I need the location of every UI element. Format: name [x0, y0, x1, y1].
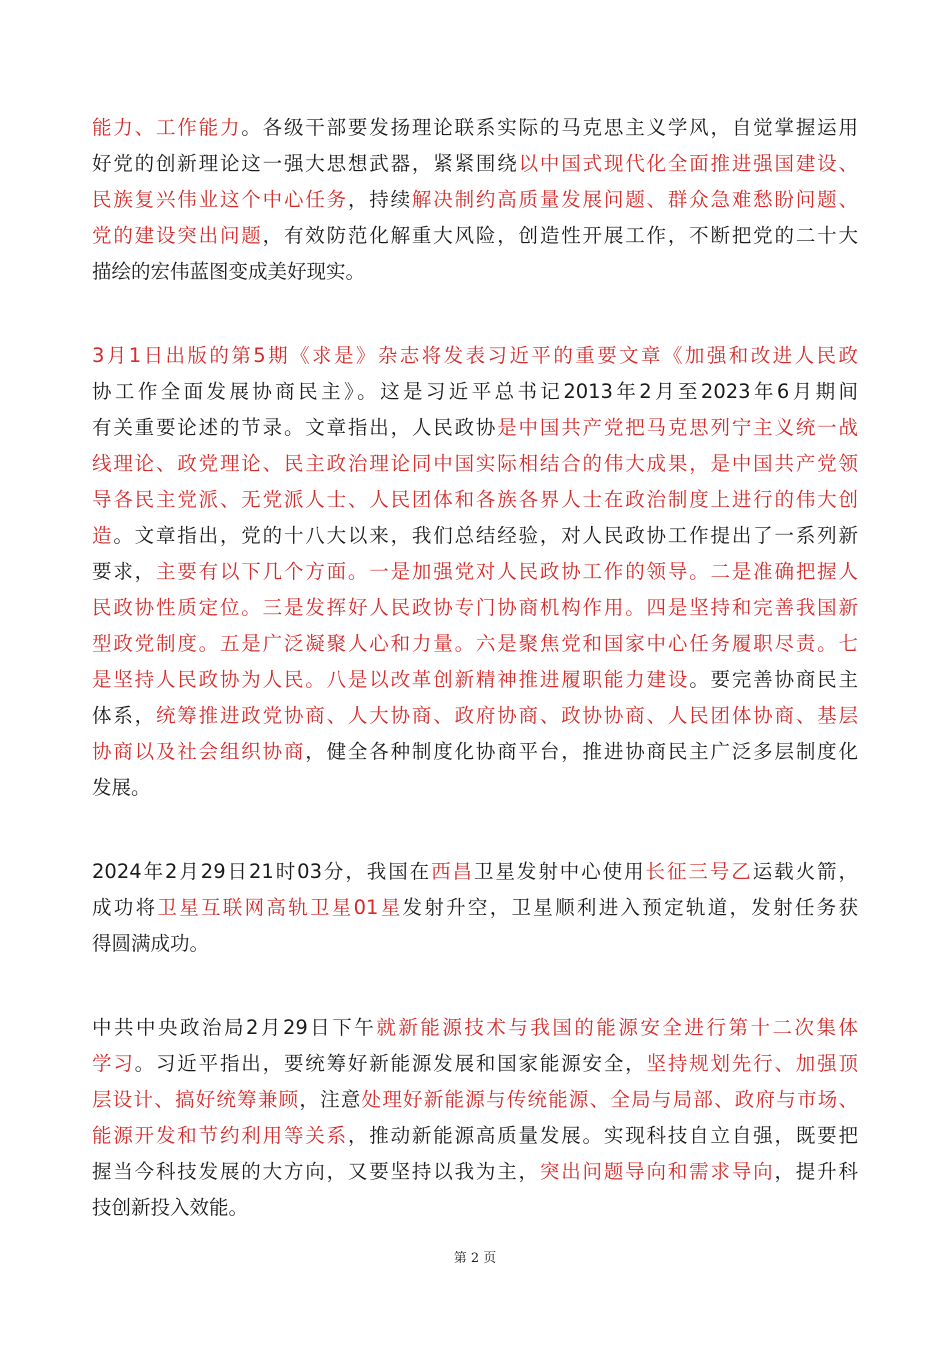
highlighted-text: 民族复兴伟业这个中心任务 [92, 188, 348, 211]
highlighted-text: 是坚持人民政协为人民。八是以改革创新精神推进履职能力建设 [92, 668, 690, 691]
highlighted-text: 协商以及社会组织协商 [92, 740, 306, 763]
text-line [92, 182, 858, 218]
text-line [92, 518, 858, 554]
highlighted-text: 西昌 [431, 860, 474, 883]
highlighted-text: 就新能源技术与我国的能源安全进行第十二次集体 [376, 1016, 858, 1039]
highlighted-text: 以中国式现代化全面推进强国建设、 [518, 152, 858, 175]
body-text: ，注意 [299, 1088, 362, 1111]
body-text: 发射升空，卫星顺利进入预定轨道，发射任务获 [402, 896, 858, 919]
text-line [92, 146, 858, 182]
body-text: 要求， [92, 560, 156, 583]
body-text: ，有效防范化解重大风险，创造性开展工作，不断把党的二十大 [262, 224, 858, 247]
text-line [92, 110, 858, 146]
text-line [92, 218, 858, 254]
page-number-footer: 第 2 页 [453, 1251, 497, 1266]
highlighted-text: 造 [92, 524, 114, 547]
paragraph-satellite-launch [92, 854, 858, 962]
text-line [92, 1190, 858, 1226]
text-line [92, 446, 858, 482]
highlighted-text: 线理论、政党理论、民主政治理论同中国实际相结合的伟大成果，是中国共产党领 [92, 452, 858, 475]
highlighted-text: 党的建设突出问题 [92, 224, 263, 247]
highlighted-text: 导各民主党派、无党派人士、人民团体和各族各界人士在政治制度上进行的伟大创 [92, 488, 858, 511]
text-line [92, 338, 858, 374]
body-text: 卫星发射中心使用 [474, 860, 646, 883]
body-text: 体系， [92, 704, 156, 727]
body-text: 发展。 [92, 776, 151, 799]
body-text: 有关重要论述的节录。文章指出，人民政协 [92, 416, 498, 439]
body-text: 2024年2月29日21时03分，我国在 [92, 860, 432, 883]
text-line [92, 1154, 858, 1190]
text-line [92, 1082, 858, 1118]
highlighted-text: 坚持规划先行、加强顶 [646, 1052, 858, 1075]
body-text: 。习近平指出，要统筹好新能源发展和国家能源安全， [134, 1052, 647, 1075]
body-text: ，推动新能源高质量发展。实现科技自立自强，既要把 [347, 1124, 858, 1147]
text-line [92, 482, 858, 518]
body-text: 。各级干部要发扬理论联系实际的马克思主义学风，自觉掌握运用 [241, 116, 858, 139]
highlighted-text: 长征三号乙 [645, 860, 753, 883]
body-text: ，提升科 [774, 1160, 858, 1183]
body-text: 好党的创新理论这一强大思想武器，紧紧围绕 [92, 152, 519, 175]
text-line [92, 926, 858, 962]
text-line [92, 698, 858, 734]
text-line [92, 410, 858, 446]
text-line [92, 554, 858, 590]
text-line [92, 770, 858, 806]
highlighted-text: 能源开发和节约利用等关系 [92, 1124, 348, 1147]
highlighted-text: 卫星互联网高轨卫星01星 [157, 896, 403, 919]
text-line [92, 734, 858, 770]
text-line [92, 590, 858, 626]
highlighted-text: 型政党制度。五是广泛凝聚人心和力量。六是聚焦党和国家中心任务履职尽责。七 [92, 632, 858, 655]
body-text: 成功将 [92, 896, 158, 919]
body-text: 握当今科技发展的大方向，又要坚持以我为主， [92, 1160, 540, 1183]
body-text: 运载火箭， [752, 860, 858, 883]
body-text: 。文章指出，党的十八大以来，我们总结经验，对人民政协工作提出了一系列新 [113, 524, 858, 547]
text-line [92, 1010, 858, 1046]
body-text: 中共中央政治局2月29日下午 [92, 1016, 377, 1039]
highlighted-text: 主要有以下几个方面。一是加强党对人民政协工作的领导。二是准确把握人 [155, 560, 858, 583]
body-text: 描绘的宏伟蓝图变成美好现实。 [92, 260, 366, 283]
body-text: 协工作全面发展协商民主》。这是习近平总书记2013年2月至2023年6月期间 [92, 380, 858, 403]
highlighted-text: 是中国共产党把马克思列宁主义统一战 [497, 416, 858, 439]
text-line [92, 1118, 858, 1154]
body-text: 。要完善协商民主 [689, 668, 858, 691]
text-line [92, 854, 858, 890]
highlighted-text: 层设计、搞好统筹兼顾 [92, 1088, 300, 1111]
body-text: ，持续 [347, 188, 412, 211]
highlighted-text: 统筹推进政党协商、人大协商、政府协商、政协协商、人民团体协商、基层 [155, 704, 858, 727]
body-text: 技创新投入效能。 [92, 1196, 249, 1219]
text-line [92, 374, 858, 410]
highlighted-text: 民政协性质定位。三是发挥好人民政协专门协商机构作用。四是坚持和完善我国新 [92, 596, 858, 619]
paragraph-qiushi-article [92, 338, 858, 806]
highlighted-text: 能力、工作能力 [92, 116, 242, 139]
paragraph-cadre-study [92, 110, 858, 290]
highlighted-text: 学习 [92, 1052, 135, 1075]
text-line [92, 626, 858, 662]
highlighted-text: 3月1日出版的第5期《求是》杂志将发表习近平的重要文章《加强和改进人民政 [92, 344, 858, 367]
text-line [92, 890, 858, 926]
highlighted-text: 处理好新能源与传统能源、全局与局部、政府与市场、 [361, 1088, 858, 1111]
highlighted-text: 解决制约高质量发展问题、群众急难愁盼问题、 [411, 188, 858, 211]
highlighted-text: 突出问题导向和需求导向 [539, 1160, 775, 1183]
paragraph-politburo-study [92, 1010, 858, 1226]
body-text: 得圆满成功。 [92, 932, 210, 955]
text-line [92, 662, 858, 698]
body-text: ，健全各种制度化协商平台，推进协商民主广泛多层制度化 [305, 740, 858, 763]
text-line [92, 254, 858, 290]
text-line [92, 1046, 858, 1082]
